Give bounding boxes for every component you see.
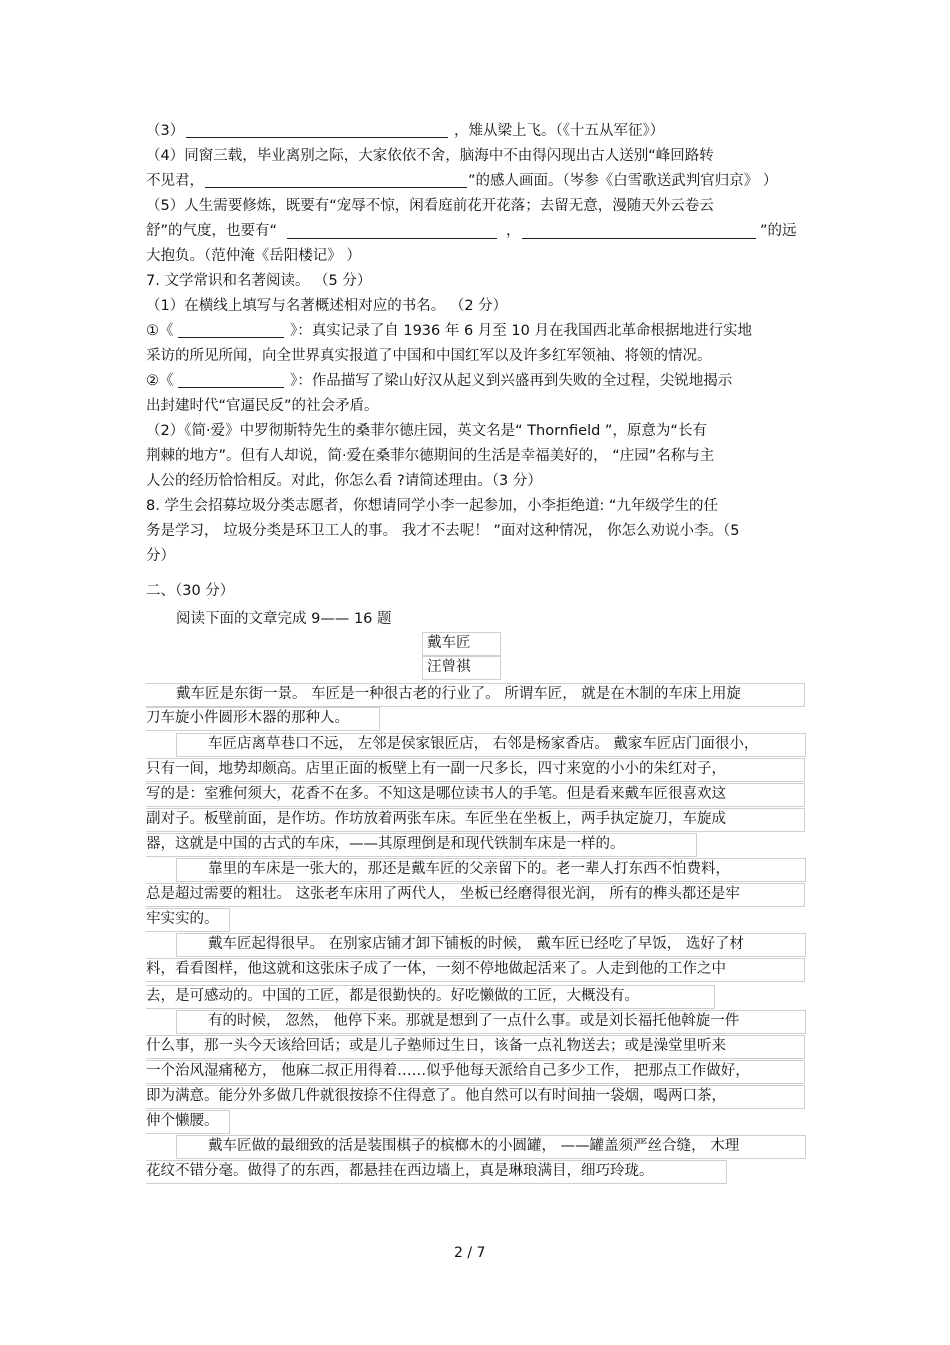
q7-item1-prefix: ①《 xyxy=(146,323,174,339)
q7-item2-text: 》：作品描写了梁山好汉从起义到兴盛再到失败的全过程，尖锐地揭示 xyxy=(290,373,733,389)
q7-sub2-line3: 人公的经历恰恰相反。对此，你怎么看 ?请简述理由。（3 分） xyxy=(146,473,542,489)
answer-blank-q7-1[interactable] xyxy=(178,337,284,338)
answer-blank-q7-2[interactable] xyxy=(178,387,284,388)
q7-sub1: （1）在横线上填写与名著概述相对应的书名。 （2 分） xyxy=(146,298,508,314)
q8-line2: 务是学习， 垃圾分类是环卫工人的事。 我才不去呢！ ”面对这种情况， 你怎么劝说小李。（5 xyxy=(146,523,740,539)
q6-5-prefix: 舒”的气度，也要有“ xyxy=(146,223,278,239)
article-line: 去，是可感动的。中国的工匠，都是很勤快的。好吃懒做的工匠，大概没有。 xyxy=(146,988,639,1004)
article-line: 戴车匠起得很早。 在别家店铺才卸下铺板的时候， 戴车匠已经吃了早饭， 选好了材 xyxy=(208,936,744,952)
article-line: 写的是：室雅何须大，花香不在多。不知这是哪位读书人的手笔。但是看来戴车匠很喜欢这 xyxy=(146,786,726,802)
article-line: 刀车旋小件圆形木器的那种人。 xyxy=(146,710,349,726)
article-line: 即为满意。能分外多做几件就很按捺不住得意了。他自然可以有时间抽一袋烟，喝两口茶， xyxy=(146,1088,726,1104)
q7-item1-text: 》：真实记录了自 1936 年 6 月至 10 月在我国西北革命根据地进行实地 xyxy=(290,323,752,339)
q6-5-line1: （5）人生需要修炼，既要有“宠辱不惊，闲看庭前花开花落；去留无意，漫随天外云卷云 xyxy=(146,198,714,214)
article-line: 什么事，那一头今天该给回话；或是儿子塾师过生日，该备一点礼物送去；或是澡堂里听来 xyxy=(146,1038,726,1054)
q7-heading: 7. 文学常识和名著阅读。 （5 分） xyxy=(146,273,372,289)
answer-blank-q6-5a[interactable] xyxy=(287,238,497,239)
reading-instruction: 阅读下面的文章完成 9—— 16 题 xyxy=(176,611,392,627)
page-number: 2 / 7 xyxy=(454,1245,486,1261)
article-line: 一个治风湿痛秘方， 他麻二叔正用得着……似乎他每天派给自己多少工作， 把那点工作做好， xyxy=(146,1063,750,1079)
article-line: 器，这就是中国的古式的车床，——其原理倒是和现代铁制车床是一样的。 xyxy=(146,836,625,852)
article-line: 副对子。板壁前面，是作坊。作坊放着两张车床。车匠坐在坐板上，两手执定旋刀，车旋成 xyxy=(146,811,726,827)
q6-5-comma: ， xyxy=(506,223,521,239)
q6-3-suffix: ，雉从梁上飞。（《十五从军征》） xyxy=(454,123,665,139)
article-author: 汪曾祺 xyxy=(427,659,471,675)
article-line: 总是超过需要的粗壮。 这张老车床用了两代人， 坐板已经磨得很光润， 所有的榫头都还是牢 xyxy=(146,886,740,902)
article-line: 牢实实的。 xyxy=(146,911,219,927)
q6-4-suffix: ”的感人画面。（岑参《白雪歌送武判官归京》 ） xyxy=(468,173,778,189)
q6-4-line1: （4）同窗三载，毕业离别之际，大家依依不舍，脑海中不由得闪现出古人送别“峰回路转 xyxy=(146,148,714,164)
article-line: 戴车匠是东街一景。 车匠是一种很古老的行业了。 所谓车匠， 就是在木制的车床上用旋 xyxy=(176,686,741,702)
q7-item2-cont: 出封建时代“官逼民反”的社会矛盾。 xyxy=(146,398,379,414)
article-line: 只有一间，地势却颇高。店里正面的板壁上有一副一尺多长，四寸来宽的小小的朱红对子， xyxy=(146,761,726,777)
article-line: 料，看看图样，他这就和这张床子成了一体，一刻不停地做起活来了。人走到他的工作之中 xyxy=(146,961,726,977)
answer-blank-q6-3[interactable] xyxy=(186,137,448,138)
q6-5-line3: 大抱负。（范仲淹《岳阳楼记》 ） xyxy=(146,248,361,264)
q7-sub2-line1: （2）《简·爱》中罗彻斯特先生的桑菲尔德庄园，英文名是“ Thornfield ”，原意为“长有 xyxy=(146,423,707,439)
q7-item2-prefix: ②《 xyxy=(146,373,174,389)
answer-blank-q6-5b[interactable] xyxy=(522,238,756,239)
article-title: 戴车匠 xyxy=(427,635,471,651)
article-line: 伸个懒腰。 xyxy=(146,1113,219,1129)
q7-sub2-line2: 荆棘的地方”。但有人却说，简·爱在桑菲尔德期间的生活是幸福美好的， “庄园”名称与主 xyxy=(146,448,715,464)
article-line: 有的时候， 忽然， 他停下来。那就是想到了一点什么事。或是刘长福托他斡旋一件 xyxy=(208,1013,740,1029)
q6-5-suffix: ”的远 xyxy=(760,223,797,239)
article-line: 戴车匠做的最细致的活是装围棋子的槟榔木的小圆罐， ——罐盖须严丝合缝， 木理 xyxy=(208,1138,740,1154)
q7-item1-cont: 采访的所见所闻，向全世界真实报道了中国和中国红军以及许多红军领袖、将领的情况。 xyxy=(146,348,712,364)
answer-blank-q6-4[interactable] xyxy=(205,187,467,188)
article-line: 车匠店离草巷口不远， 左邻是侯家银匠店， 右邻是杨家香店。 戴家车匠店门面很小， xyxy=(208,736,759,752)
article-line: 花纹不错分毫。做得了的东西，都悬挂在西边墙上，真是琳琅满目，细巧玲珑。 xyxy=(146,1163,654,1179)
article-line: 靠里的车床是一张大的，那还是戴车匠的父亲留下的。老一辈人打东西不怕费料， xyxy=(208,861,730,877)
section-heading: 二、（30 分） xyxy=(146,583,235,599)
q6-3-prefix: （3） xyxy=(146,123,185,139)
q8-line1: 8. 学生会招募垃圾分类志愿者，你想请同学小李一起参加，小李拒绝道: “九年级学生的任 xyxy=(146,498,718,514)
q6-4-prefix: 不见君， xyxy=(146,173,204,189)
q8-line3: 分） xyxy=(146,548,175,564)
